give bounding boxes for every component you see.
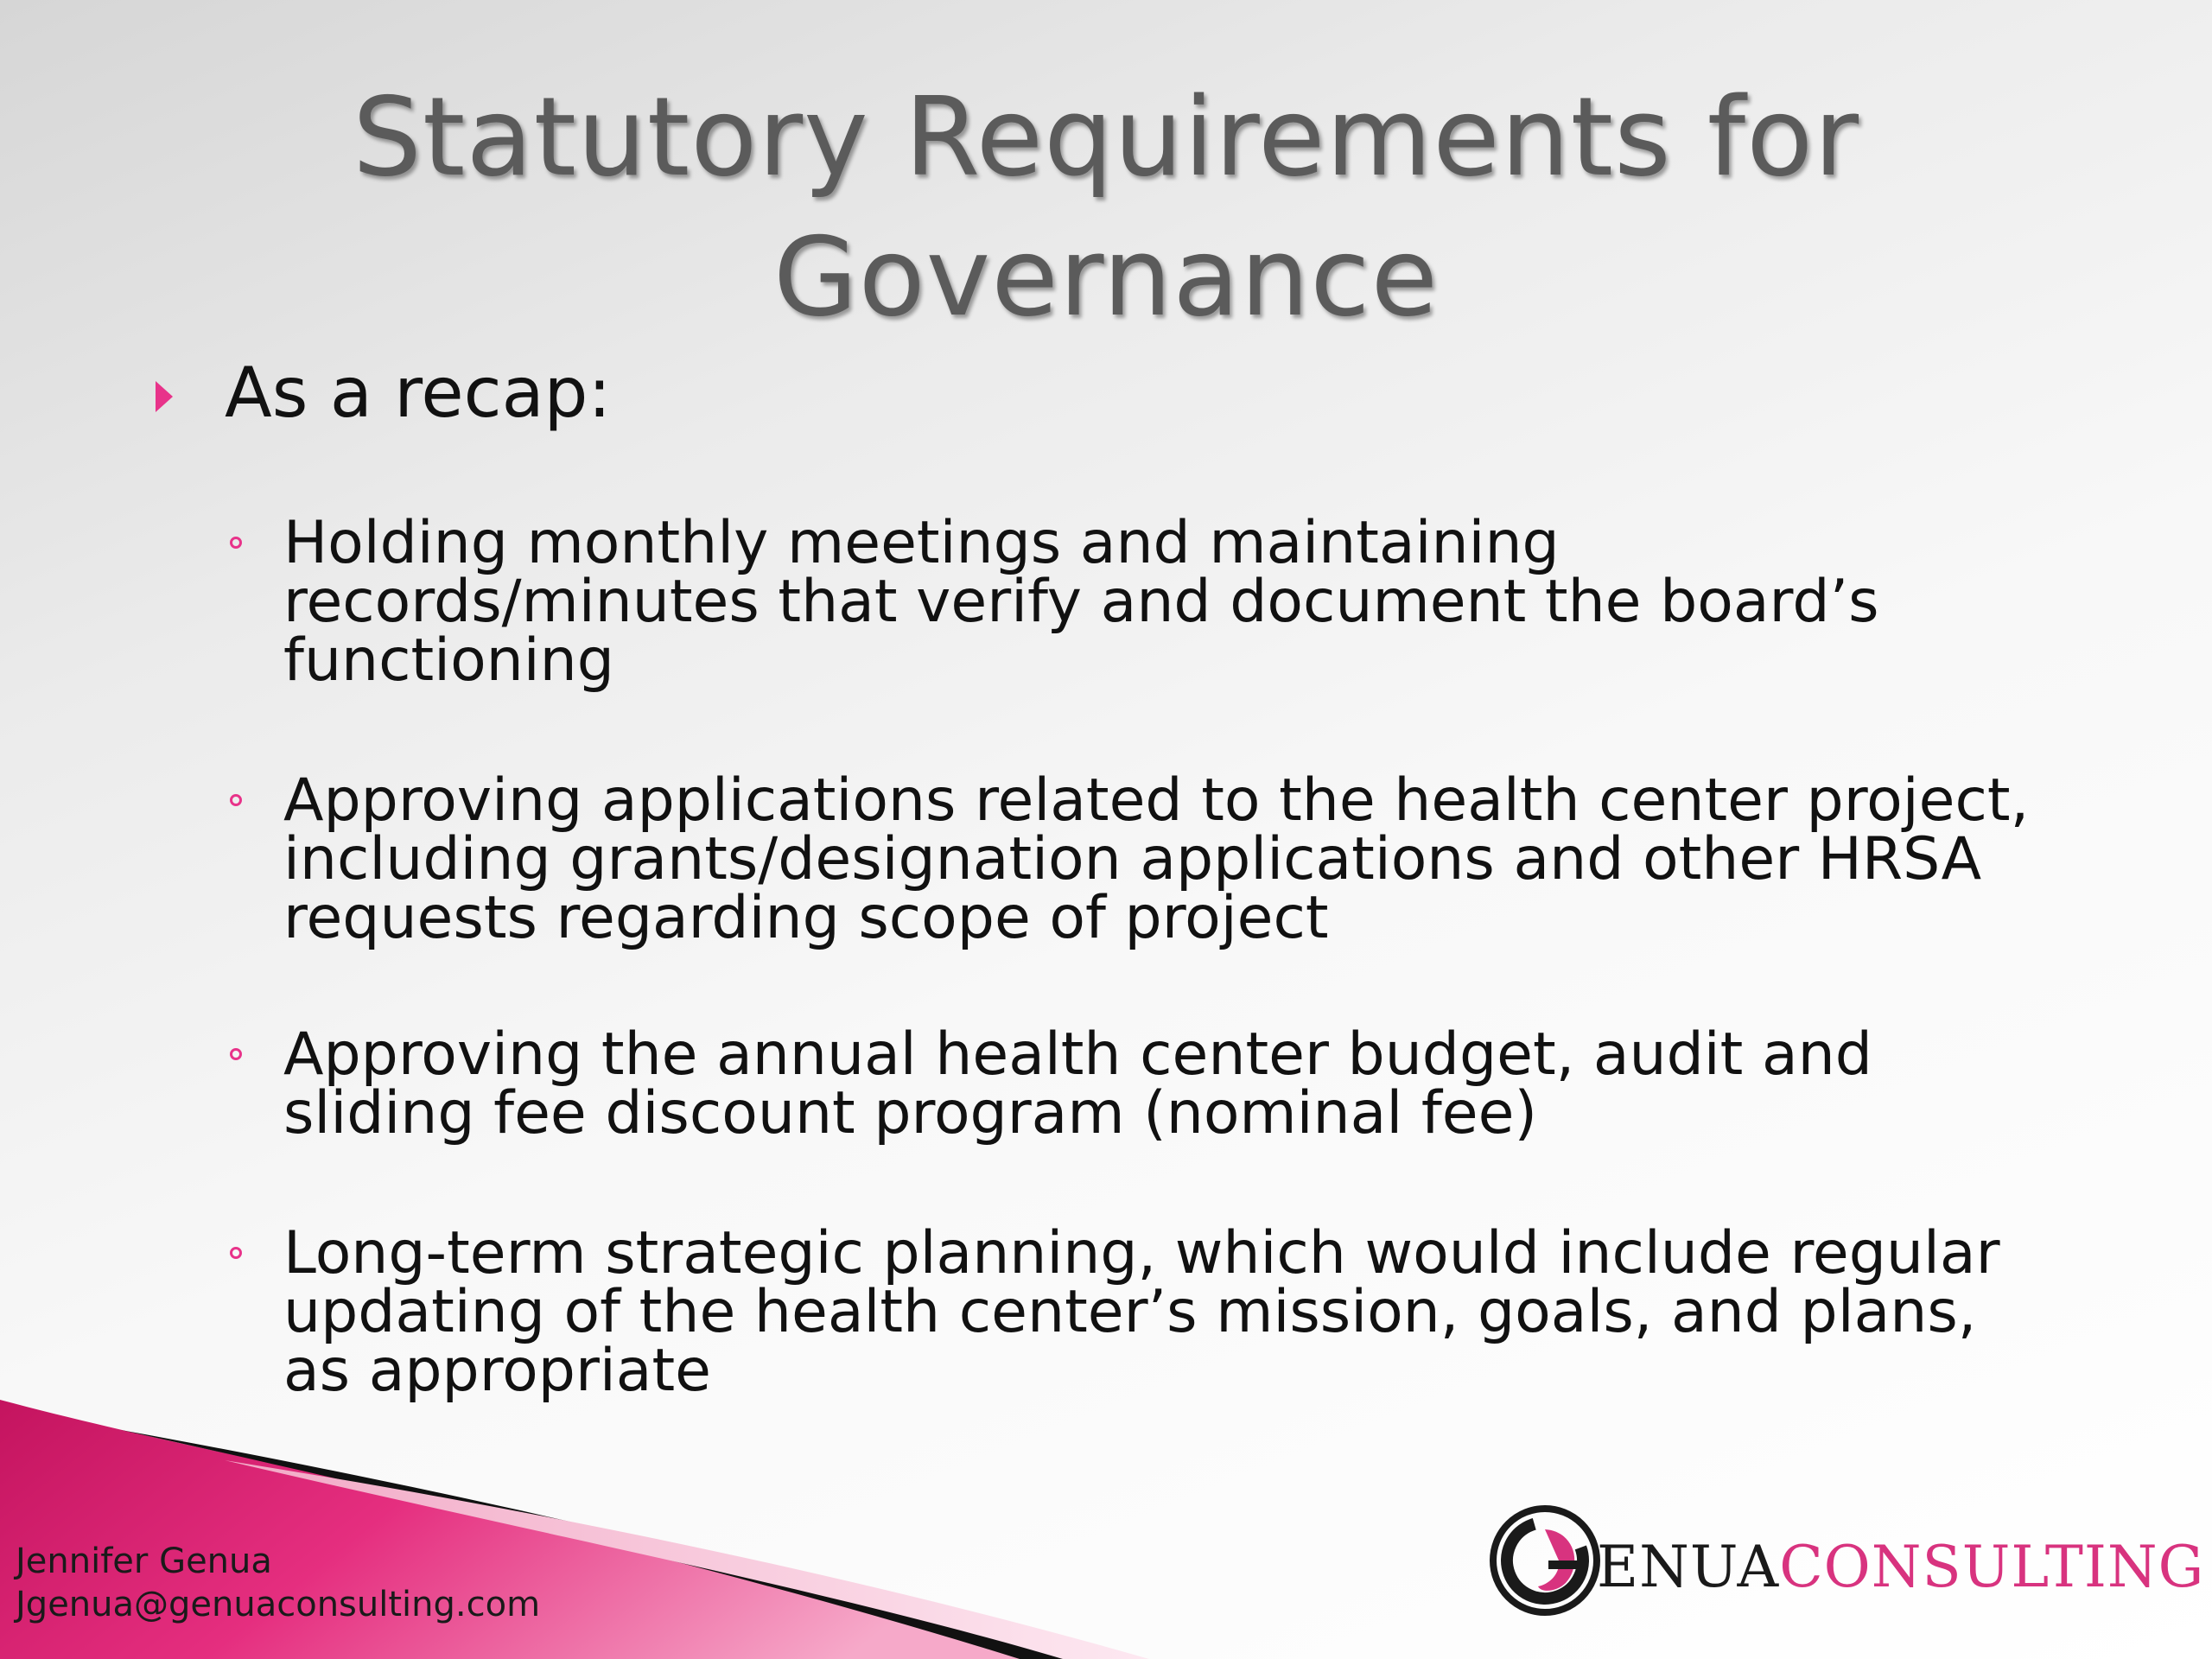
sub-bullet-line: sliding fee discount program (nominal fee): [283, 1079, 1537, 1147]
author-email: Jgenua@genuaconsulting.com: [16, 1585, 541, 1624]
main-bullet-text: As a recap:: [225, 353, 612, 433]
author-name: Jennifer Genua: [16, 1541, 272, 1581]
logo-word-consulting: CONSULTING: [1779, 1534, 2205, 1600]
sub-bullet-1: [226, 509, 2093, 695]
sub-bullet-line: functioning: [283, 626, 614, 695]
genua-g-logo-icon: [1488, 1503, 1602, 1618]
logo-word-genua: ENUA: [1597, 1534, 1780, 1600]
sub-bullet-3: [226, 1020, 2093, 1147]
main-bullet: [156, 350, 611, 436]
ring-bullet-icon: [230, 1048, 242, 1060]
sub-bullet-line: updating of the health center’s mission, goals, and plans,: [283, 1278, 1977, 1346]
sub-bullet-line: including grants/designation applications and other HRSA: [283, 825, 1982, 893]
genua-consulting-logo: [1488, 1503, 2204, 1618]
sub-bullet-list: [226, 509, 2093, 1482]
slide-title-line-2: Governance: [772, 213, 1440, 340]
sub-bullet-line: requests regarding scope of project: [283, 884, 1329, 952]
slide-title-line-1: Statutory Requirements for: [352, 73, 1860, 200]
sub-bullet-line: Approving applications related to the health center project,: [283, 766, 2030, 835]
sub-bullet-line: records/minutes that verify and document the board’s: [283, 568, 1879, 636]
sub-bullet-line: Long-term strategic planning, which would include regular: [283, 1219, 2000, 1287]
ring-bullet-icon: [230, 537, 242, 549]
ring-bullet-icon: [230, 794, 242, 806]
sub-bullet-line: as appropriate: [283, 1337, 711, 1405]
sub-bullet-line: Approving the annual health center budget, audit and: [283, 1020, 1872, 1089]
ring-bullet-icon: [230, 1247, 242, 1259]
triangle-arrow-icon: [156, 381, 173, 412]
sub-bullet-2: [226, 766, 2093, 952]
sub-bullet-4: [226, 1219, 2093, 1405]
author-info: [16, 1540, 540, 1626]
sub-bullet-line: Holding monthly meetings and maintaining: [283, 509, 1560, 577]
slide-title: [242, 67, 1970, 347]
logo-wordmark: [1597, 1533, 2204, 1602]
